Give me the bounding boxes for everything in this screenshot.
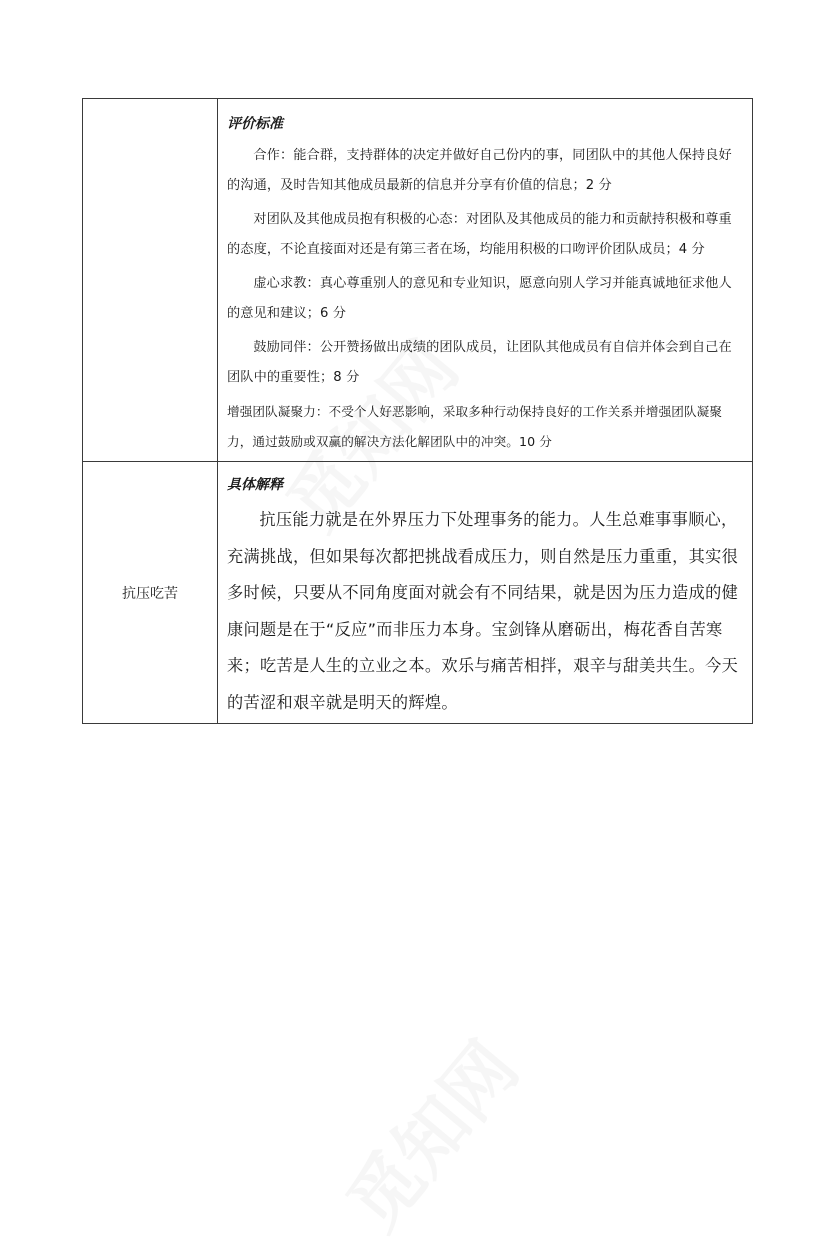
- section-heading: 评价标准: [227, 116, 283, 132]
- watermark: [319, 1016, 538, 1248]
- content-table: [82, 98, 753, 724]
- table-row-evaluation: [83, 99, 753, 462]
- row-content-cell: [218, 462, 753, 724]
- row-label: 抗压吃苦: [122, 585, 178, 602]
- explanation-paragraph: 抗压能力就是在外界压力下处理事务的能力。人生总难事事顺心，充满挑战，但如果每次都把挑战看成压力，则自然是压力重重，其实很多时候，只要从不同角度面对就会有不同结果，就是因为压力造成的健康问题是在于“反应”而非压力本身。宝剑锋从磨砺出，梅花香自苦寒来；吃苦是人生的立业之本。欢乐与痛苦相拌，艰辛与甜美共生。今天的苦涩和艰辛就是明天的辉煌。: [227, 510, 739, 712]
- section-heading: 具体解释: [227, 477, 283, 493]
- row-label-cell: [83, 99, 218, 462]
- criteria-cohesion: 增强团队凝聚力：不受个人好恶影响，采取多种行动保持良好的工作关系并增强团队凝聚力，通过鼓励或双赢的解决方法化解团队中的冲突。10 分: [227, 404, 723, 449]
- criteria-cooperation: 合作：能合群，支持群体的决定并做好自己份内的事，同团队中的其他人保持良好的沟通，及时告知其他成员最新的信息并分享有价值的信息；2 分: [227, 148, 732, 193]
- criteria-humble-learning: 虚心求教：真心尊重别人的意见和专业知识，愿意向别人学习并能真诚地征求他人的意见和建议；6 分: [227, 276, 732, 321]
- table-row-stress-resistance: [83, 462, 753, 724]
- row-label-cell: [83, 462, 218, 724]
- criteria-positive-attitude: 对团队及其他成员抱有积极的心态：对团队及其他成员的能力和贡献持积极和尊重的态度，不论直接面对还是有第三者在场，均能用积极的口吻评价团队成员；4 分: [227, 212, 732, 257]
- row-content-cell: [218, 99, 753, 462]
- criteria-encourage-peers: 鼓励同伴：公开赞扬做出成绩的团队成员，让团队其他成员有自信并体会到自己在团队中的重要性；8 分: [227, 340, 732, 385]
